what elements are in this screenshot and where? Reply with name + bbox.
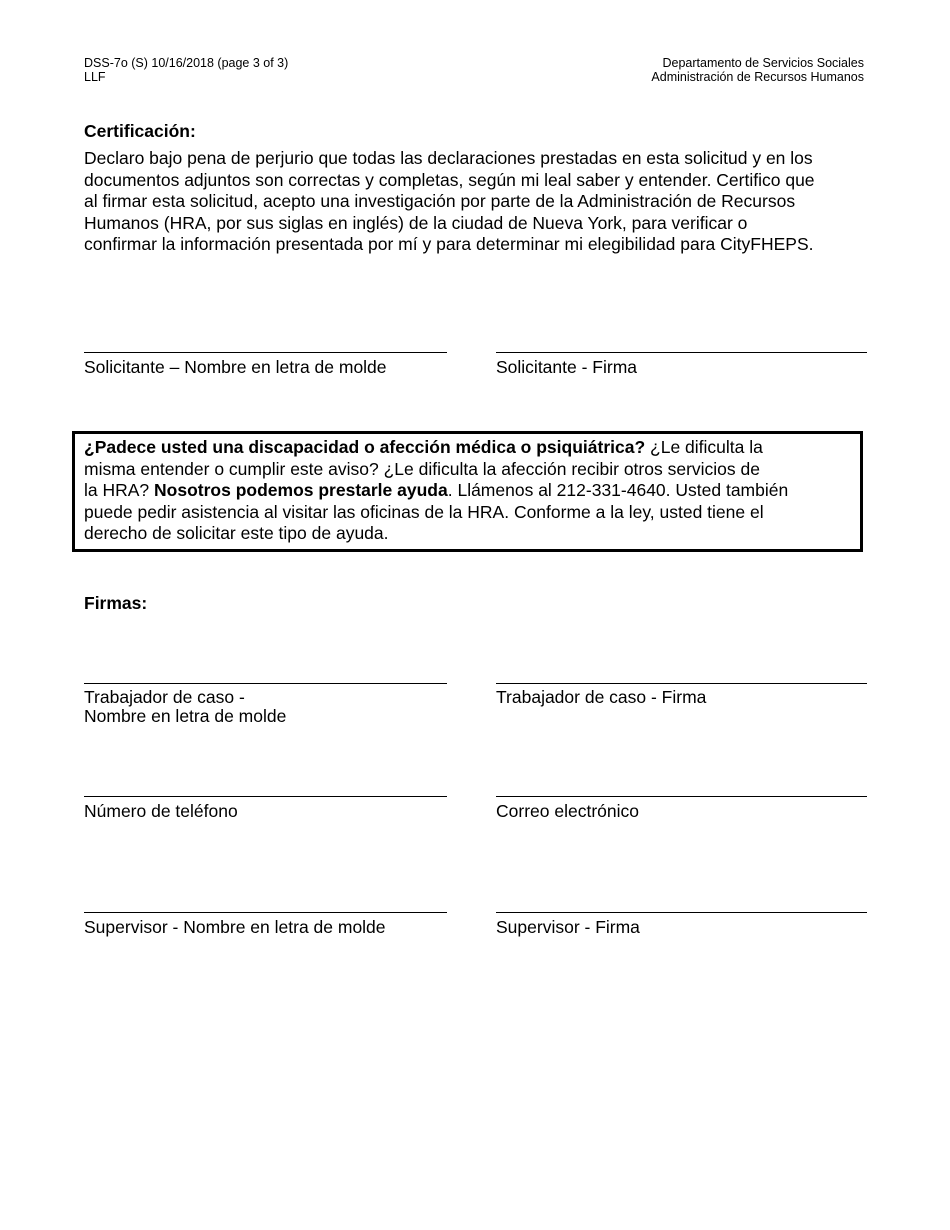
- caseworker-name-label-line: Trabajador de caso -: [84, 687, 245, 707]
- form-header-left: [84, 56, 288, 84]
- notice-question: ¿Padece usted una discapacidad o afección médica o psiquiátrica?: [84, 437, 646, 457]
- notice-text: la HRA?: [84, 480, 155, 500]
- certification-line: Declaro bajo pena de perjurio que todas las declaraciones prestadas en esta solicitud y en los: [84, 148, 813, 168]
- signatures-title: Firmas:: [84, 593, 148, 613]
- certification-line: Humanos (HRA, por sus siglas en inglés) de la ciudad de Nueva York, para verificar o: [84, 212, 748, 233]
- certification-line: confirmar la información presentada por mí y para determinar mi elegibilidad para CityFHEPS.: [84, 234, 814, 254]
- caseworker-name-label: [84, 688, 286, 726]
- notice-text: . Llámenos al 212-331-4640. Usted también: [447, 480, 789, 500]
- notice-line: misma entender o cumplir este aviso? ¿Le dificulta la afección recibir otros servicios de: [84, 458, 760, 479]
- form-id: DSS-7o (S) 10/16/2018 (page 3 of 3): [84, 56, 289, 70]
- applicant-signature-line[interactable]: [496, 352, 867, 353]
- caseworker-name-line[interactable]: [84, 683, 447, 684]
- phone-label: Número de teléfono: [84, 801, 238, 821]
- certification-line: documentos adjuntos son correctas y completas, según mi leal saber y entender. Certifico que: [84, 169, 815, 190]
- applicant-name-line[interactable]: [84, 352, 447, 353]
- notice-line: derecho de solicitar este tipo de ayuda.: [84, 523, 389, 543]
- disability-notice-box: [72, 431, 863, 552]
- notice-line: puede pedir asistencia al visitar las oficinas de la HRA. Conforme a la ley, usted tiene el: [84, 501, 764, 522]
- email-label: Correo electrónico: [496, 801, 639, 821]
- notice-text: ¿Le dificulta la: [645, 437, 763, 457]
- caseworker-name-label-line: Nombre en letra de molde: [84, 706, 287, 726]
- notice-line: [84, 480, 860, 502]
- phone-line[interactable]: [84, 796, 447, 797]
- certification-title: Certificación:: [84, 121, 196, 141]
- caseworker-signature-label: Trabajador de caso - Firma: [496, 687, 707, 707]
- form-header-right: [651, 56, 864, 84]
- administration-name: Administración de Recursos Humanos: [651, 70, 864, 84]
- caseworker-signature-line[interactable]: [496, 683, 867, 684]
- supervisor-name-label: Supervisor - Nombre en letra de molde: [84, 917, 386, 937]
- supervisor-signature-line[interactable]: [496, 912, 867, 913]
- department-name: Departamento de Servicios Sociales: [662, 56, 864, 70]
- form-code: LLF: [84, 70, 106, 84]
- email-line[interactable]: [496, 796, 867, 797]
- notice-help-text: Nosotros podemos prestarle ayuda: [154, 480, 448, 500]
- notice-line: [84, 437, 860, 459]
- supervisor-name-line[interactable]: [84, 912, 447, 913]
- supervisor-signature-label: Supervisor - Firma: [496, 917, 640, 937]
- certification-line: al firmar esta solicitud, acepto una investigación por parte de la Administración de Recursos: [84, 191, 796, 211]
- applicant-signature-label: Solicitante - Firma: [496, 357, 638, 377]
- certification-text: [84, 148, 874, 256]
- applicant-name-label: Solicitante – Nombre en letra de molde: [84, 357, 387, 377]
